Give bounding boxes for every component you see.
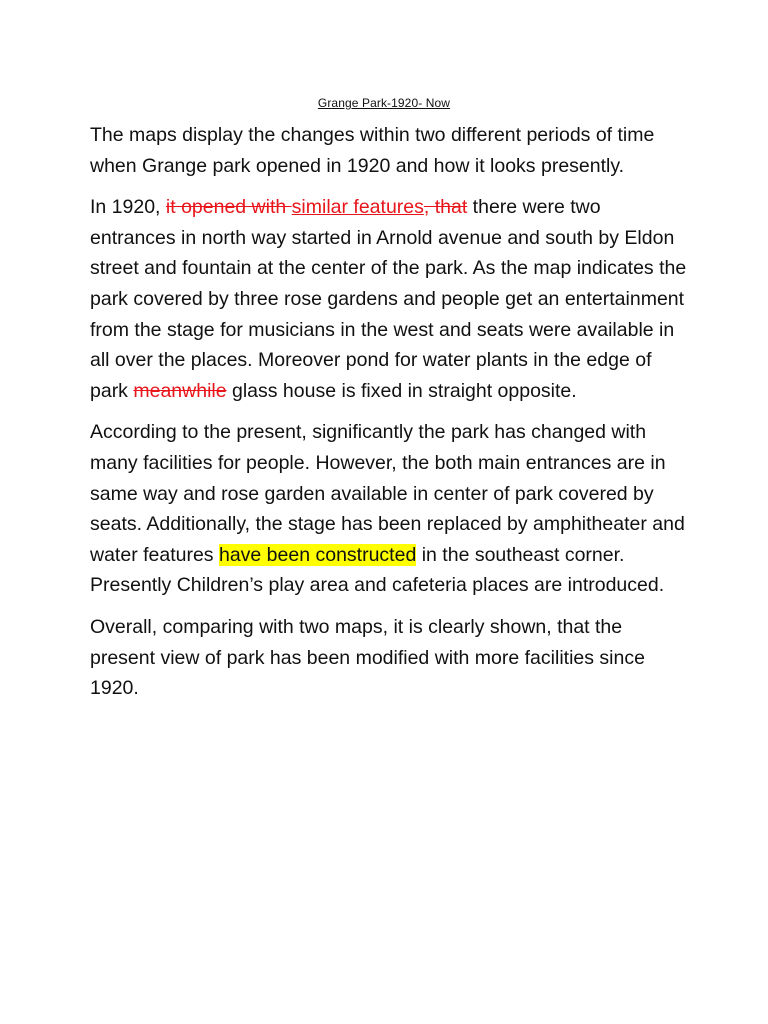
strikethrough-underlined-text: similar features xyxy=(291,196,424,219)
paragraph-overall: Overall, comparing with two maps, it is clearly shown, that the present view of park has been modified with more facilities since 1920. xyxy=(90,615,645,700)
paragraph-intro: The maps display the changes within two different periods of time when Grange park opened in 1920 and how it looks presently. xyxy=(90,124,655,177)
highlighted-text: have been constructed xyxy=(218,543,417,566)
paragraph-present-start: According to the present, significantly the park has changed with many facilities for people. However, the both main entrances are in same way and rose garden available in center of park covered by seats. Additionally, the stage has been replaced by amphitheater and water features xyxy=(90,421,685,566)
paragraph-1920 xyxy=(90,192,690,406)
document-title: Grange Park-1920- Now xyxy=(317,96,451,110)
paragraph-present xyxy=(90,417,690,601)
strikethrough-text: it opened with xyxy=(165,196,292,219)
paragraph-present-end: in the southeast corner. Presently Children’s play area and cafeteria places are introduced. xyxy=(90,543,665,597)
document-body xyxy=(90,120,690,715)
paragraph-1920-start: In 1920, xyxy=(90,196,166,219)
paragraph-1920-middle: there were two entrances in north way started in Arnold avenue and south by Eldon street and fountain at the center of the park. As the map indicates the park covered by three rose gardens and people get an entertainment from the stage for musicians in the west and seats were available in all over the places. Moreover pond for water plants in the edge of park xyxy=(90,196,687,402)
paragraph-1920-end: glass house is fixed in straight opposite. xyxy=(226,379,577,402)
strikethrough-text: , that xyxy=(423,196,468,219)
strikethrough-text: meanwhile xyxy=(133,379,227,402)
